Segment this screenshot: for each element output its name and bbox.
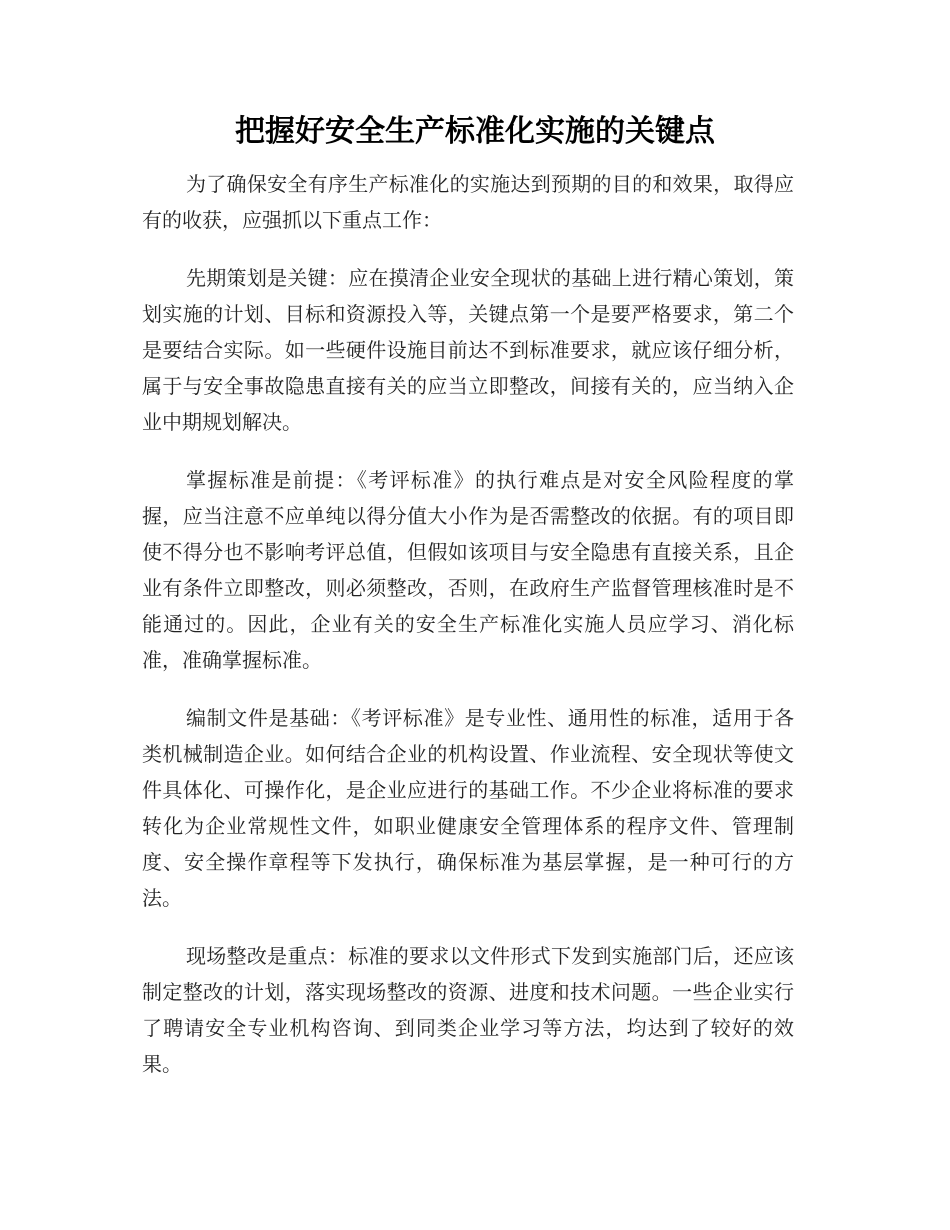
paragraph-intro: 为了确保安全有序生产标准化的实施达到预期的目的和效果，取得应有的收获，应强抓以下重点工作： bbox=[142, 172, 794, 232]
document-title: 把握好安全生产标准化实施的关键点 bbox=[235, 114, 715, 149]
paragraph-standards: 掌握标准是前提：《考评标准》的执行难点是对安全风险程度的掌握，应当注意不应单纯以得分值大小作为是否需整改的依据。有的项目即使不得分也不影响考评总值，但假如该项目与安全隐患有直接关系，且企业有条件立即整改，则必须整改，否则，在政府生产监督管理核准时是不能通过的。因此，企业有关的安全生产标准化实施人员应学习、消化标准，准确掌握标准。 bbox=[142, 468, 794, 672]
paragraph-documents: 编制文件是基础：《考评标准》是专业性、通用性的标准，适用于各类机械制造企业。如何结合企业的机构设置、作业流程、安全现状等使文件具体化、可操作化，是企业应进行的基础工作。不少企业将标准的要求转化为企业常规性文件，如职业健康安全管理体系的程序文件、管理制度、安全操作章程等下发执行，确保标准为基层掌握，是一种可行的方法。 bbox=[142, 706, 794, 910]
document-body bbox=[142, 166, 794, 1104]
paragraph-planning: 先期策划是关键：应在摸清企业安全现状的基础上进行精心策划，策划实施的计划、目标和资源投入等，关键点第一个是要严格要求，第二个是要结合实际。如一些硬件设施目前达不到标准要求，就应该仔细分析，属于与安全事故隐患直接有关的应当立即整改，间接有关的，应当纳入企业中期规划解决。 bbox=[142, 266, 794, 434]
paragraph-rectification: 现场整改是重点：标准的要求以文件形式下发到实施部门后，还应该制定整改的计划，落实现场整改的资源、进度和技术问题。一些企业实行了聘请安全专业机构咨询、到同类企业学习等方法，均达到了较好的效果。 bbox=[142, 944, 794, 1076]
